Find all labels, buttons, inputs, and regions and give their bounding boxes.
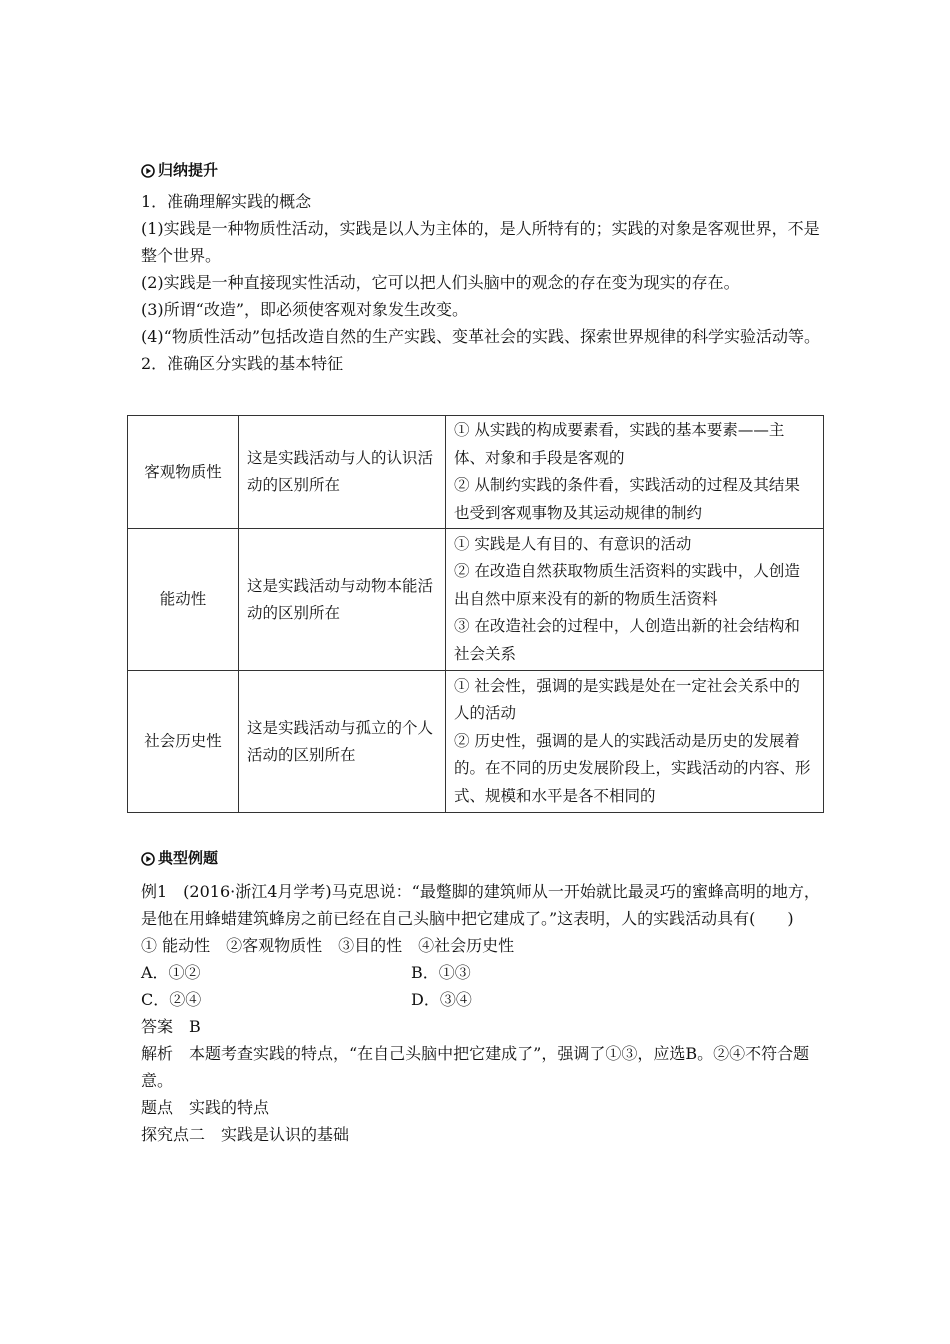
- detail-item: ② 从制约实践的条件看，实践活动的过程及其结果也受到客观事物及其运动规律的制约: [454, 476, 800, 522]
- option-d: D．③④: [411, 990, 472, 1009]
- detail-item: ① 从实践的构成要素看，实践的基本要素——主体、对象和手段是客观的: [454, 421, 785, 467]
- options-row: [141, 986, 825, 1013]
- next-section-line: 探究点二 实践是认识的基础: [141, 1125, 350, 1144]
- distinction-cell: 这是实践活动与人的认识活动的区别所在: [239, 416, 446, 529]
- detail-item: ① 实践是人有目的、有意识的活动: [454, 534, 692, 553]
- features-title: 2．准确区分实践的基本特征: [141, 354, 344, 373]
- detail-item: ② 在改造自然获取物质生活资料的实践中，人创造出自然中原来没有的新的物质生活资料: [454, 562, 800, 608]
- detail-item: ② 历史性，强调的是人的实践活动是历史的发展着的。在不同的历史发展阶段上，实践活动的内容、形式、规模和水平是各不相同的: [454, 731, 811, 805]
- feature-cell: 社会历史性: [128, 671, 239, 813]
- answer-line: 答案 B: [141, 1017, 201, 1036]
- concept-item: (4)“物质性活动”包括改造自然的生产实践、变革社会的实践、探索世界规律的科学实验活动等。: [141, 327, 821, 346]
- details-cell: [446, 671, 824, 813]
- table-row: [128, 416, 824, 529]
- summary-heading-text: 归纳提升: [158, 161, 219, 179]
- concept-item: (2)实践是一种直接现实性活动，它可以把人们头脑中的观念的存在变为现实的存在。: [141, 273, 740, 292]
- details-cell: [446, 416, 824, 529]
- table-row: [128, 529, 824, 671]
- table-row: [128, 671, 824, 813]
- example-choices: ① 能动性 ②客观物质性 ③目的性 ④社会历史性: [141, 936, 515, 955]
- example-heading-text: 典型例题: [158, 849, 219, 867]
- features-table: [127, 415, 824, 813]
- feature-cell: 能动性: [128, 529, 239, 671]
- option-b: B．①③: [411, 963, 471, 982]
- details-cell: [446, 529, 824, 671]
- summary-heading: [141, 157, 825, 184]
- option-c: C．②④: [141, 990, 202, 1009]
- analysis-text: 解析 本题考查实践的特点，“在自己头脑中把它建成了”，强调了①③，应选B。②④不符合题意。: [141, 1044, 810, 1090]
- example-body: [141, 878, 825, 1148]
- feature-cell: 客观物质性: [128, 416, 239, 529]
- distinction-cell: 这是实践活动与孤立的个人活动的区别所在: [239, 671, 446, 813]
- detail-item: ① 社会性，强调的是实践是处在一定社会关系中的人的活动: [454, 676, 800, 723]
- example-heading: [141, 845, 825, 872]
- option-a: A．①②: [141, 963, 201, 982]
- play-circle-icon: [141, 164, 155, 178]
- play-circle-icon: [141, 852, 155, 866]
- topic-line: 题点 实践的特点: [141, 1098, 270, 1117]
- summary-body: [141, 188, 825, 377]
- concept-title: 1．准确理解实践的概念: [141, 192, 312, 211]
- concept-item: (3)所谓“改造”，即必须使客观对象发生改变。: [141, 300, 469, 319]
- example-question: 例1 (2016·浙江4月学考)马克思说：“最蹩脚的建筑师从一开始就比最灵巧的蜜蜂高明的地方，是他在用蜂蜡建筑蜂房之前已经在自己头脑中把它建成了。”这表明，人的实践活动具有( ): [141, 882, 820, 928]
- options-row: [141, 959, 825, 986]
- distinction-cell: 这是实践活动与动物本能活动的区别所在: [239, 529, 446, 671]
- concept-item: (1)实践是一种物质性活动，实践是以人为主体的，是人所特有的；实践的对象是客观世界，不是整个世界。: [141, 219, 820, 265]
- detail-item: ③ 在改造社会的过程中，人创造出新的社会结构和社会关系: [454, 617, 800, 663]
